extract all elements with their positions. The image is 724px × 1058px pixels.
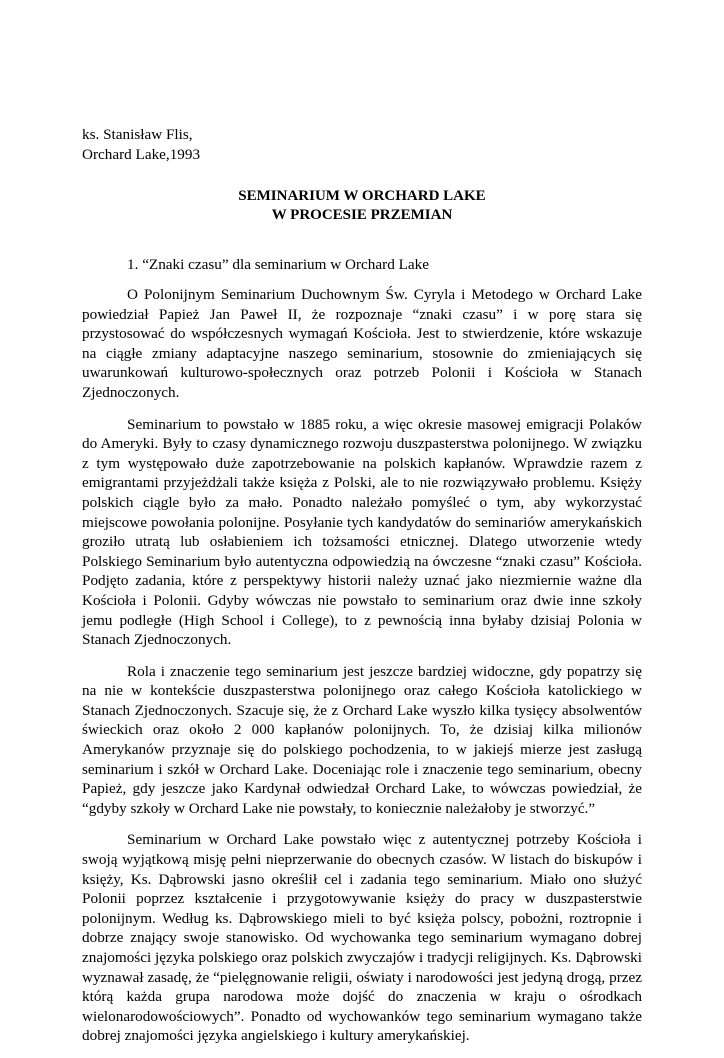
title-line-1: SEMINARIUM W ORCHARD LAKE bbox=[238, 188, 486, 204]
paragraph: O Polonijnym Seminarium Duchownym Św. Cyryla i Metodego w Orchard Lake powiedział Papież Jan Paweł II, że rozpoznaje “znaki czasu” i w porę stara się przystosować do współczesnych wymagań Kościoła. Jest to stwierdzenie, które wskazuje na ciągłe zmiany adaptacyjne naszego seminarium, stosownie do zmieniających się uwarunkowań kulturowo-społecznych oraz potrzeb Polonii i Kościoła w Stanach Zjednoczonych. bbox=[82, 286, 642, 401]
paragraph: Rola i znaczenie tego seminarium jest jeszcze bardziej widoczne, gdy popatrzy się na nie w kontekście duszpasterstwa polonijnego oraz całego Kościoła katolickiego w Stanach Zjednoczonych. Szacuje się, że z Orchard Lake wyszło kilka tysięcy absolwentów świeckich oraz około 2 000 kapłanów polonijnych. To, że dzisiaj kilka milionów Amerykanów przyznaje się do polskiego pochodzenia, to w jakiejś mierze jest zasługą seminarium i szkół w Orchard Lake. Doceniając role i znaczenie tego seminarium, obecny Papież, gdy jeszcze jako Kardynał odwiedzał Orchard Lake, to wówczas powiedział, że “gdyby szkoły w Orchard Lake nie powstały, to koniecznie należałoby je stworzyć.” bbox=[82, 662, 642, 817]
document-title bbox=[0, 187, 724, 225]
title-line-2: W PROCESIE PRZEMIAN bbox=[271, 207, 453, 223]
author-place-year: Orchard Lake,1993 bbox=[82, 145, 201, 163]
paragraph: Seminarium w Orchard Lake powstało więc z autentycznej potrzeby Kościoła i swoją wyjątkową misję pełni nieprzerwanie do obecnych czasów. W listach do biskupów i księży, Ks. Dąbrowski jasno określił cel i zadania tego seminarium. Miało ono służyć Polonii poprzez kształcenie i przygotowywanie księży do pracy w duszpasterstwie polonijnym. Według ks. Dąbrowskiego mieli to być księża polscy, pobożni, roztropnie i dobrze znający swoje stanowisko. Od wychowanka tego seminarium wymagano dobrej znajomości języka polskiego oraz polskich zwyczajów i tradycji religijnych. Ks. Dąbrowski wyznawał zasadę, że “pielęgnowanie religii, oświaty i narodowości jest jedyną drogą, przez którą każda grupa narodowa może dojść do znaczenia w kraju o ośrodkach wielonarodowościowych”. Ponadto od wychowanków tego seminarium wymagano także dobrej znajomości języka angielskiego i kultury amerykańskiej. bbox=[82, 831, 642, 1045]
author-block bbox=[82, 125, 200, 164]
section-heading: 1. “Znaki czasu” dla seminarium w Orchard Lake bbox=[127, 256, 429, 273]
paragraph: Seminarium to powstało w 1885 roku, a więc okresie masowej emigracji Polaków do Ameryki. Były to czasy dynamicznego rozwoju duszpasterstwa polonijnego. W związku z tym występowało duże zapotrzebowanie na polskich kapłanów. Wprawdzie razem z emigrantami przyjeżdżali także księża z Polski, ale to nie rozwiązywało problemu. Księży polskich ciągle było za mało. Ponadto należało pomyśleć o tym, aby wykorzystać miejscowe powołania polonijne. Posyłanie tych kandydatów do seminariów amerykańskich groziło utratą lub osłabieniem ich tożsamości etnicznej. Dlatego utworzenie wtedy Polskiego Seminarium było autentyczna odpowiedzią na ówczesne “znaki czasu” Kościoła. Podjęto zadania, które z perspektywy historii należy uznać jako niezmiernie ważne dla Kościoła i Polonii. Gdyby wówczas nie powstało to seminarium oraz dwie inne szkoły jemu podległe (High School i College), to z pewnością inna byłaby dzisiaj Polonia w Stanach Zjednoczonych. bbox=[82, 415, 642, 649]
document-body bbox=[82, 285, 642, 1058]
author-name: ks. Stanisław Flis, bbox=[82, 126, 193, 143]
